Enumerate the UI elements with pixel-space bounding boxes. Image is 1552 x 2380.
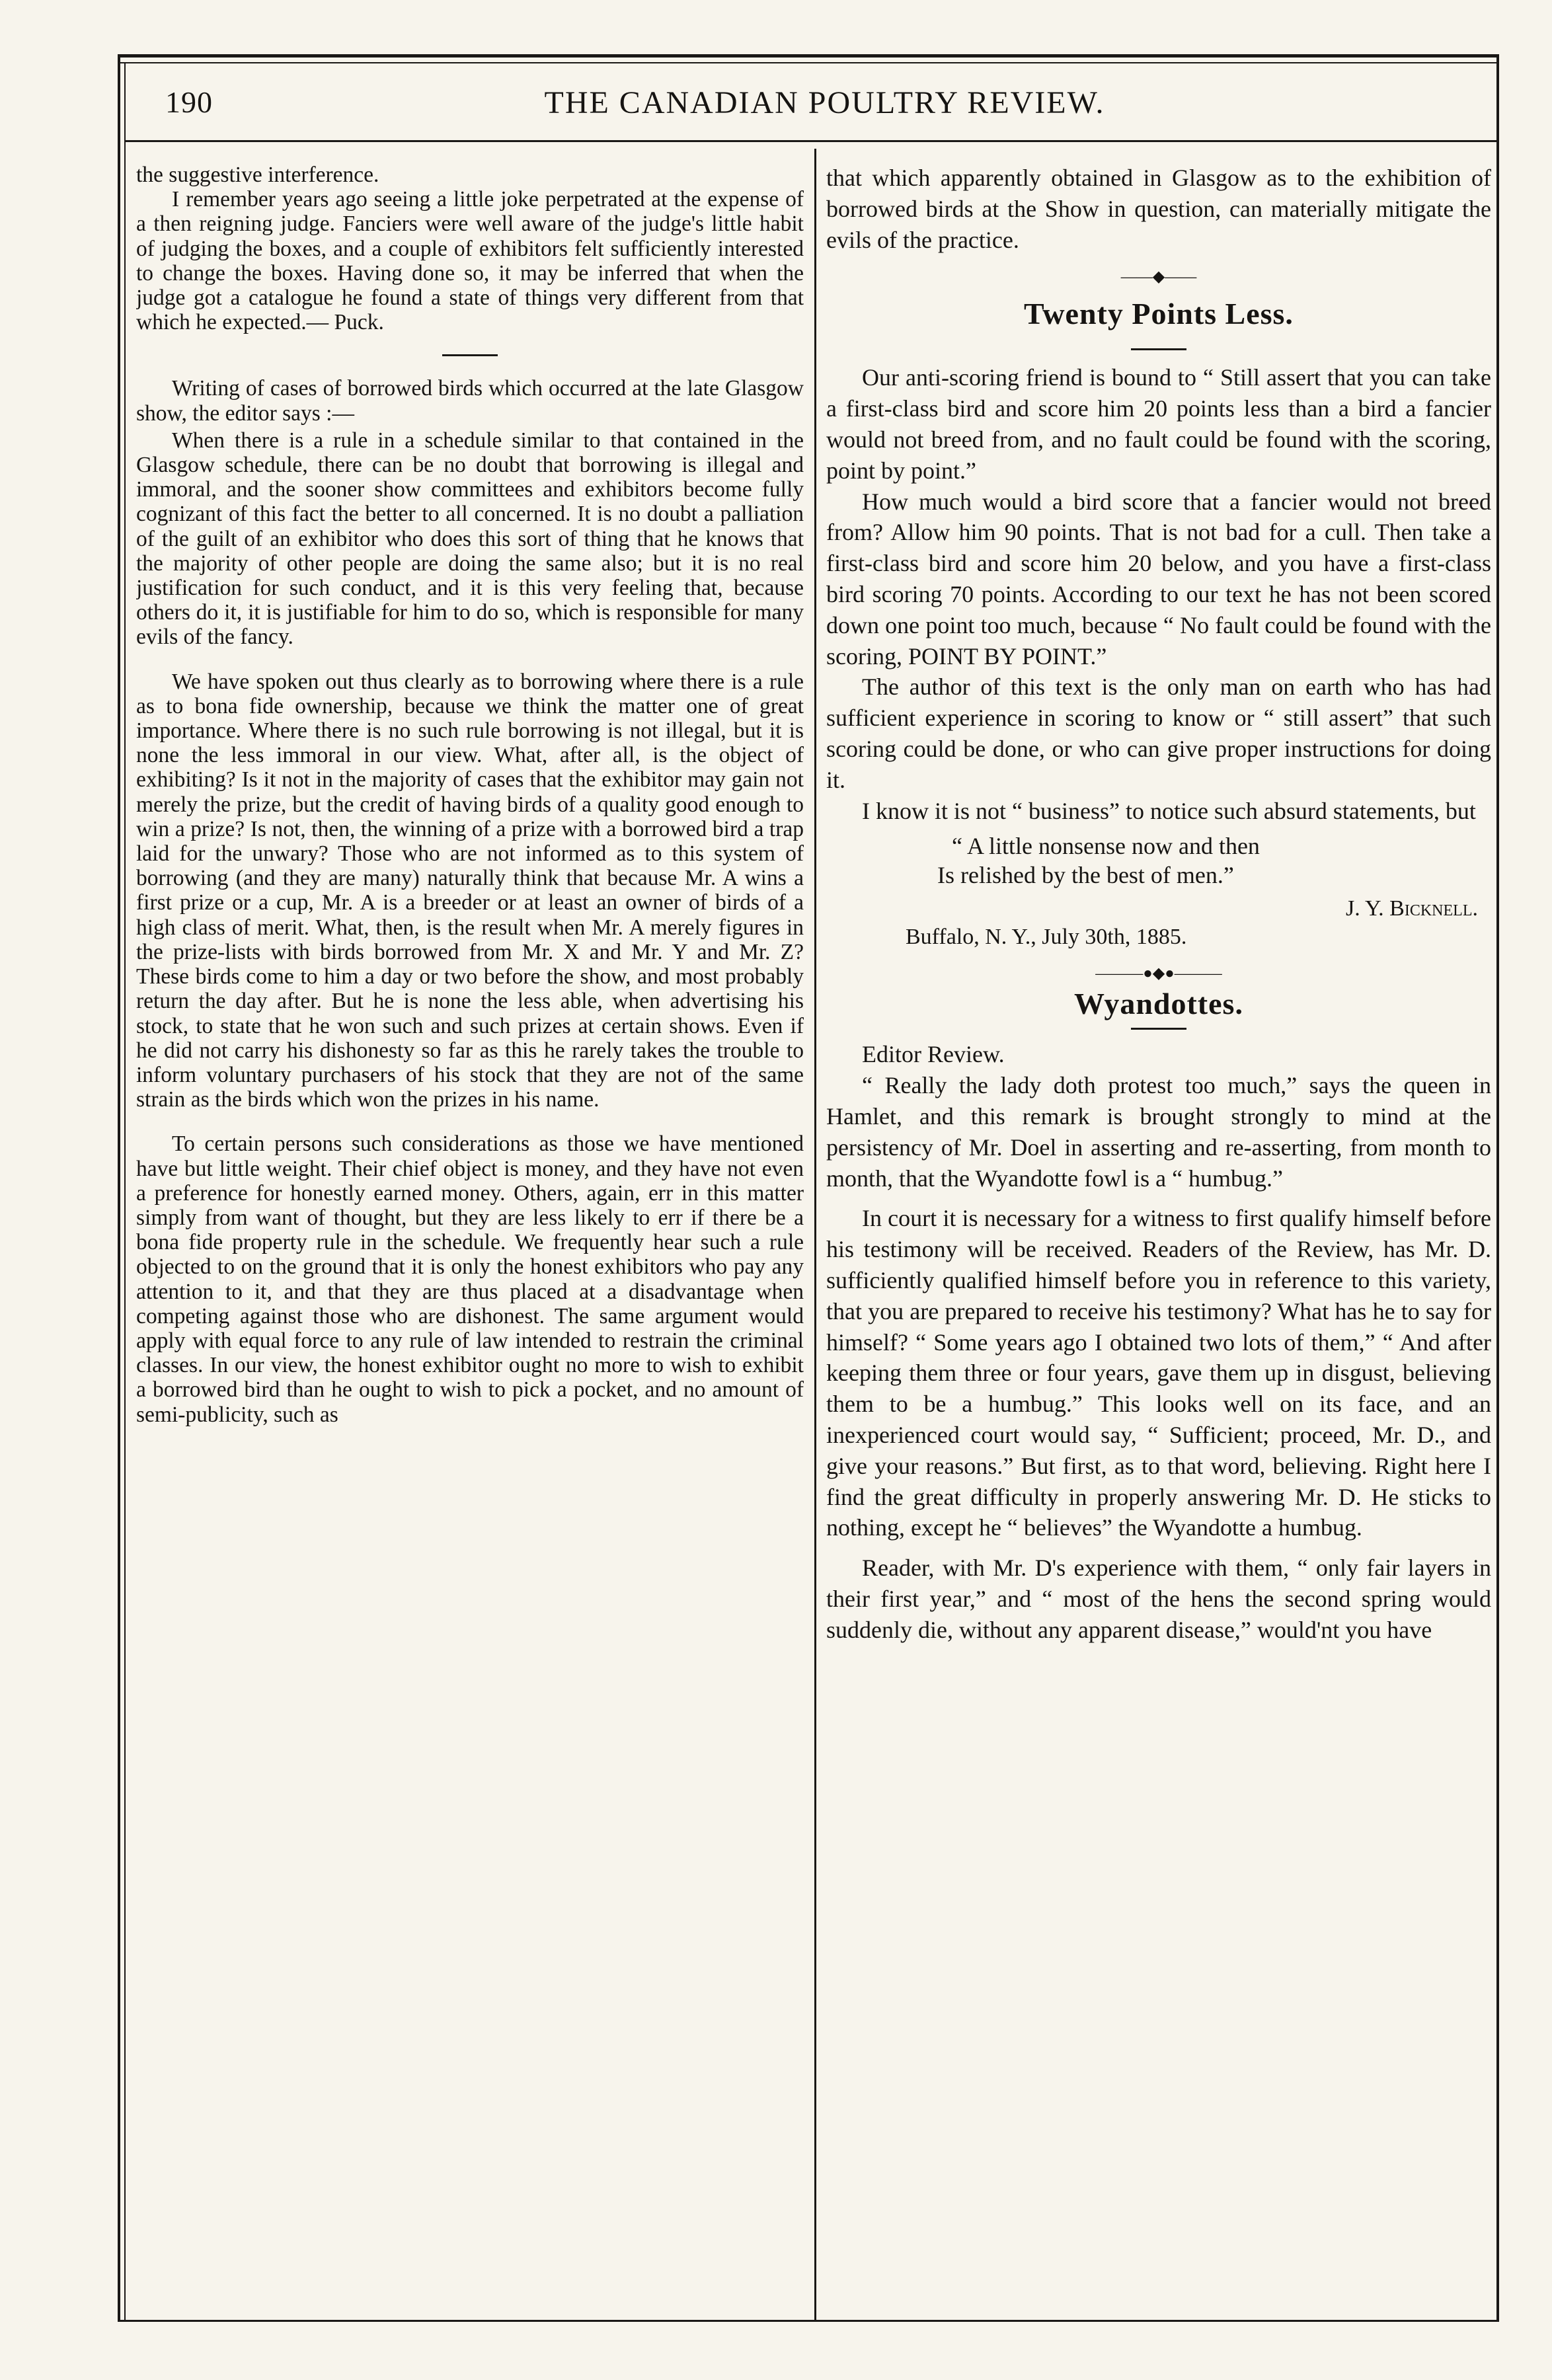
right-continuation: that which apparently obtained in Glasgow as to the exhibition of borrowed birds at the Show in question, can materially mitigate the evils of the practice. (826, 165, 1491, 253)
header-rule (126, 140, 1496, 142)
dateline: Buffalo, N. Y., July 30th, 1885. (906, 925, 1187, 950)
title-rule-2 (1131, 1028, 1186, 1030)
verse-line-1: “ A little nonsense now and then (952, 833, 1260, 860)
left-border-rule-inner (124, 62, 126, 2321)
article2-paragraph-1: In court it is necessary for a witness to first qualify himself before his testimony will be received. Readers of the Review, has Mr. D. sufficiently qualified himself before you in reference to this variety, that you are prepared to receive his testimony? What has he to say for himself? “ Some years ago I obtained two lots of them,” “ And after keeping them three or four years, gave them up in disgust, believing them to be a humbug.” This looks well on its face, and an inexperienced court would say, “ Sufficient; proceed, Mr. D., and give your reasons.” But first, as to that word, believing. Right here I find the great difficulty in properly answering Mr. D. He sticks to nothing, except he “ believes” the Wyandotte a humbug. (826, 1205, 1491, 1541)
ornament-divider-2: ―――●◆●――― (1095, 965, 1222, 983)
bottom-border-rule (118, 2320, 1499, 2322)
right-column (826, 163, 1491, 1645)
running-head: THE CANADIAN POULTRY REVIEW. (544, 85, 1105, 120)
left-paragraph-1: I remember years ago seeing a little joke perpetrated at the expense of a then reigning judge. Fanciers were well aware of the judge's little habit of judging the boxes, and a couple of exhibitors felt sufficiently interested to change the boxes. Having done so, it may be inferred that when the judge got a catalogue he found a state of things very different from that which he expected.— Puck. (136, 187, 804, 335)
article1-paragraph-3: I know it is not “ business” to notice such absurd statements, but (862, 797, 1476, 824)
page-number: 190 (165, 85, 213, 119)
article-title-wyandottes: Wyandottes. (1074, 987, 1243, 1021)
author-signature: J. Y. Bicknell. (1346, 896, 1478, 921)
right-border-rule (1496, 54, 1499, 2321)
left-paragraph-2: Writing of cases of borrowed birds which occurred at the late Glasgow show, the editor says :— (136, 376, 804, 426)
left-paragraph-3: When there is a rule in a schedule similar to that contained in the Glasgow schedule, there can be no doubt that borrowing is illegal and immoral, and the sooner show committees and exhibitors become fully cognizant of this fact the better to all concerned. It is no doubt a palliation of the guilt of an exhibitor who does this sort of thing that he knows that the majority of other people are doing the same also; but it is no real justification for such conduct, and it is this very feeling that, because others do it, it is justifiable for him to do so, which is responsible for many evils of the fancy. (136, 428, 804, 650)
left-column (136, 163, 804, 1427)
column-divider (814, 149, 816, 2321)
left-paragraph-5: To certain persons such considerations as those we have mentioned have but little weight. Their chief object is money, and they have not even a preference for honestly earned money. Others, again, err in this matter simply from want of thought, but they are less likely to err if there be a bona fide property rule in the schedule. We frequently hear such a rule objected to on the ground that it is only the honest exhibitors who pay any attention to it, and that they are thus placed at a disadvantage when competing against those who are dishonest. The same argument would apply with equal force to any rule of law intended to restrain the criminal classes. In our view, the honest exhibitor ought no more to wish to exhibit a borrowed bird than he ought to wish to pick a pocket, and no amount of semi-publicity, such as (136, 1132, 804, 1427)
salutation: Editor Review. (862, 1041, 1005, 1068)
top-border-rule-inner (118, 62, 1499, 63)
verse-line-2: Is relished by the best of men.” (937, 862, 1234, 889)
left-paragraph-4: We have spoken out thus clearly as to borrowing where there is a rule as to bona fide ownership, because we think the matter one of great importance. Where there is no such rule borrowing is not illegal, but it is none the less immoral in our view. What, after all, is the object of exhibiting? Is it not in the majority of cases that the exhibitor may gain not merely the prize, but the credit of having birds of a quality good enough to win a prize? Is not, then, the winning of a prize with a borrowed bird a trap laid for the unwary? Those who are not informed as to this system of borrowing (and they are many) naturally think that because Mr. A wins a first prize or a cup, Mr. A is a breeder or at least an owner of birds of a high class of merit. What, then, is the result when Mr. A merely figures in the prize-lists with birds borrowed from Mr. X and Mr. Y and Mr. Z? These birds come to him a day or two before the show, and most probably return the day after. But he is none the less able, when advertising his stock, to state that he won such and such prizes at certain shows. Even if he did not carry his dishonesty so far as this he rarely takes the trouble to inform voluntary purchasers of his stock that they are not of the same strain as the birds which won the prizes in his name. (136, 669, 804, 1112)
article1-paragraph-2: The author of this text is the only man on earth who has had sufficient experience in scoring to know or “ still assert” that such scoring could be done, or who can give proper instructions for doing it. (826, 673, 1491, 793)
article-title-twenty-points: Twenty Points Less. (1024, 297, 1294, 331)
page-header (165, 85, 1484, 131)
article2-paragraph-0: “ Really the lady doth protest too much,” says the queen in Hamlet, and this remark is brought strongly to mind at the persistency of Mr. Doel in asserting and re-asserting, from month to month, that the Wyandotte fowl is a “ humbug.” (826, 1072, 1491, 1192)
ornament-divider: ――◆―― (1120, 268, 1197, 286)
short-rule (442, 354, 498, 356)
verse-quote (937, 831, 1491, 890)
left-border-rule (118, 54, 120, 2321)
top-border-rule (118, 54, 1499, 58)
article1-paragraph-1: How much would a bird score that a fancier would not breed from? Allow him 90 points. That is not bad for a cull. Then take a first-class bird and score him 20 below, and you have a first-class bird scoring 70 points. According to our text he has not been scored down one point too much, because “ No fault could be found with the scoring, POINT BY POINT.” (826, 488, 1491, 670)
article1-paragraph-0: Our anti-scoring friend is bound to “ Still assert that you can take a first-class bird and score him 20 points less than a bird a fancier would not breed from, and no fault could be found with the scoring, point by point.” (826, 364, 1491, 484)
title-rule (1131, 348, 1186, 350)
article2-paragraph-2: Reader, with Mr. D's experience with them, “ only fair layers in their first year,” and “ most of the hens the second spring would suddenly die, without any apparent disease,” would'nt you have (826, 1555, 1491, 1643)
left-paragraph-0: the suggestive interference. (136, 163, 379, 187)
